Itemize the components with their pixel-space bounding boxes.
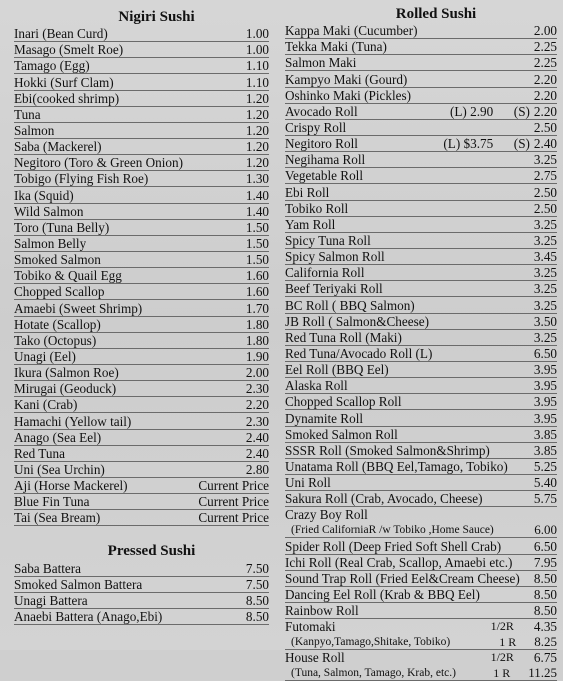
menu-item-row — [285, 297, 557, 313]
item-price: 3.95 — [533, 394, 557, 410]
half-roll-label: 1/2R — [490, 650, 514, 665]
menu-item-row — [285, 410, 557, 426]
menu-item-row — [285, 475, 557, 491]
item-price: 2.00 — [245, 365, 269, 381]
item-name: Vegetable Roll — [285, 168, 364, 184]
item-price: 1.20 — [245, 106, 269, 122]
menu-item-row — [14, 123, 269, 139]
item-price: 1.30 — [245, 171, 269, 187]
pressed-list — [14, 560, 269, 625]
menu-item-row — [285, 459, 557, 475]
negitoro-roll-row — [285, 136, 557, 152]
menu-item-row — [14, 333, 269, 349]
item-name: Salmon Belly — [14, 235, 87, 251]
menu-item-row — [14, 609, 269, 625]
item-name: Wild Salmon — [14, 203, 84, 219]
item-name: Tai (Sea Bream) — [14, 510, 101, 526]
item-name: Eel Roll (BBQ Eel) — [285, 362, 389, 378]
item-name: Unagi (Eel) — [14, 348, 76, 364]
item-price: 3.45 — [533, 249, 557, 265]
menu-item-row — [14, 252, 269, 268]
item-price: 1.40 — [245, 203, 269, 219]
item-name: Sound Trap Roll (Fried Eel&Cream Cheese) — [285, 570, 520, 586]
item-price: 1.10 — [245, 74, 269, 90]
right-column — [285, 5, 557, 681]
item-price: 7.95 — [533, 554, 557, 570]
menu-item-row — [14, 187, 269, 203]
item-price: 7.50 — [245, 560, 269, 576]
menu-item-row — [14, 284, 269, 300]
item-name: Smoked Salmon Roll — [285, 426, 398, 442]
item-name: Tobiko & Quail Egg — [14, 268, 122, 284]
crazy-boy-roll-row — [285, 507, 557, 522]
item-price: 6.50 — [533, 538, 557, 554]
item-price: 3.85 — [533, 426, 557, 442]
large-price: (L) $3.75 — [443, 136, 494, 152]
item-name: Kappa Maki (Cucumber) — [285, 23, 418, 39]
item-name: Ebi Roll — [285, 184, 330, 200]
item-name: Saba (Mackerel) — [14, 139, 102, 155]
item-name: Uni (Sea Urchin) — [14, 461, 105, 477]
item-name: Saba Battera — [14, 560, 82, 576]
menu-item-row — [14, 58, 269, 74]
item-name: House Roll — [285, 650, 345, 666]
item-price: 3.25 — [533, 265, 557, 281]
menu-item-row — [285, 168, 557, 184]
item-name: Kampyo Maki (Gourd) — [285, 71, 408, 87]
menu-item-row — [14, 478, 269, 494]
item-name: Red Tuna Roll (Maki) — [285, 329, 402, 345]
menu-item-row — [285, 23, 557, 39]
item-name: Ikura (Salmon Roe) — [14, 365, 119, 381]
rolled-list-a — [285, 23, 557, 104]
menu-item-row — [285, 39, 557, 55]
item-name: BC Roll ( BBQ Salmon) — [285, 297, 415, 313]
menu-item-row — [14, 349, 269, 365]
item-price: 3.25 — [533, 216, 557, 232]
menu-item-row — [285, 603, 557, 619]
menu-item-row — [14, 300, 269, 316]
item-price: 1.40 — [245, 187, 269, 203]
menu-item-row — [285, 538, 557, 554]
menu-item-row — [14, 494, 269, 510]
item-name: Toro (Tuna Belly) — [14, 219, 110, 235]
item-price: 5.75 — [533, 491, 557, 507]
item-name: Anaebi Battera (Anago,Ebi) — [14, 608, 163, 624]
item-price: 2.20 — [533, 87, 557, 103]
item-price: 2.20 — [533, 103, 557, 119]
menu-item-row — [285, 249, 557, 265]
item-name: Amaebi (Sweet Shrimp) — [14, 300, 143, 316]
small-label: (S) — [513, 103, 530, 119]
rolled-list-c — [285, 538, 557, 619]
menu-item-row — [14, 139, 269, 155]
item-price: 2.80 — [245, 461, 269, 477]
item-price: 2.40 — [533, 136, 557, 152]
item-price: 3.25 — [533, 297, 557, 313]
item-price: 7.50 — [245, 576, 269, 592]
item-name: Kani (Crab) — [14, 397, 78, 413]
item-name: Crispy Roll — [285, 119, 347, 135]
item-desc: (Fried CaliforniaR /w Tobiko ,Home Sauce) — [291, 524, 494, 537]
nigiri-title: Nigiri Sushi — [118, 9, 195, 25]
item-name: Futomaki — [285, 619, 336, 635]
item-name: Dynamite Roll — [285, 410, 364, 426]
futomaki-desc-row — [285, 634, 557, 650]
item-price: 2.25 — [533, 55, 557, 71]
item-name: Masago (Smelt Roe) — [14, 42, 124, 58]
item-name: Sakura Roll (Crab, Avocado, Cheese) — [285, 491, 483, 507]
menu-item-row — [14, 204, 269, 220]
menu-item-row — [285, 394, 557, 410]
item-name: Tamago (Egg) — [14, 58, 90, 74]
item-price: Current Price — [198, 510, 269, 526]
item-name: Aji (Horse Mackerel) — [14, 478, 128, 494]
menu-item-row — [14, 593, 269, 609]
menu-item-row — [14, 155, 269, 171]
item-name: Smoked Salmon — [14, 252, 101, 268]
menu-item-row — [285, 571, 557, 587]
item-name: Yam Roll — [285, 216, 336, 232]
item-price: 8.50 — [245, 592, 269, 608]
item-name: Hotate (Scallop) — [14, 316, 101, 332]
item-price: 8.50 — [245, 608, 269, 624]
item-price: 1.00 — [245, 42, 269, 58]
menu-item-row — [14, 171, 269, 187]
menu-item-row — [285, 443, 557, 459]
item-price: 3.95 — [533, 378, 557, 394]
menu-item-row — [285, 55, 557, 71]
item-price: 1.20 — [245, 155, 269, 171]
item-name: Hokki (Surf Clam) — [14, 74, 114, 90]
item-price: 1.50 — [245, 219, 269, 235]
futomaki-row — [285, 619, 557, 634]
half-roll-label: 1/2R — [490, 619, 514, 634]
menu-item-row — [14, 397, 269, 413]
item-price: 2.50 — [533, 119, 557, 135]
menu-item-row — [285, 233, 557, 249]
item-price: 2.40 — [245, 445, 269, 461]
item-price: 5.40 — [533, 475, 557, 491]
pressed-title: Pressed Sushi — [107, 543, 196, 560]
menu-item-row — [285, 555, 557, 571]
menu-item-row — [14, 26, 269, 42]
item-price: 6.00 — [534, 522, 557, 538]
item-price: 2.25 — [533, 39, 557, 55]
item-price: 3.25 — [533, 281, 557, 297]
item-price: 1.60 — [245, 268, 269, 284]
item-price: 1.80 — [245, 316, 269, 332]
menu-item-row — [285, 71, 557, 87]
rolled-list-b — [285, 152, 557, 507]
item-name: Negitoro Roll — [285, 136, 358, 152]
item-price: 1.70 — [245, 300, 269, 316]
item-name: Chopped Scallop — [14, 284, 105, 300]
item-name: Hamachi (Yellow tail) — [14, 413, 132, 429]
item-price: 8.50 — [533, 570, 557, 586]
item-name: Dancing Eel Roll (Krab & BBQ Eel) — [285, 586, 480, 602]
menu-item-row — [14, 560, 269, 576]
menu-item-row — [285, 491, 557, 507]
menu-item-row — [285, 152, 557, 168]
house-roll-desc-row — [285, 665, 557, 681]
item-name: Mirugai (Geoduck) — [14, 381, 117, 397]
nigiri-list — [14, 26, 269, 526]
item-name: Oshinko Maki (Pickles) — [285, 87, 412, 103]
full-roll-price: 8.25 — [534, 634, 557, 650]
item-price: 2.50 — [533, 184, 557, 200]
item-name: Crazy Boy Roll — [285, 507, 368, 523]
item-name: Alaska Roll — [285, 378, 348, 394]
menu-item-row — [285, 330, 557, 346]
item-name: Spicy Salmon Roll — [285, 249, 385, 265]
menu-item-row — [285, 281, 557, 297]
menu-item-row — [14, 74, 269, 90]
item-price: 1.00 — [245, 26, 269, 42]
item-name: Ebi(cooked shrimp) — [14, 90, 120, 106]
half-roll-price: 6.75 — [533, 650, 557, 666]
item-price: 1.20 — [245, 139, 269, 155]
item-price: 1.50 — [245, 235, 269, 251]
menu-item-row — [285, 88, 557, 104]
item-price: Current Price — [198, 494, 269, 510]
item-name: Unagi Battera — [14, 592, 88, 608]
menu-item-row — [285, 346, 557, 362]
item-price: 1.20 — [245, 90, 269, 106]
menu-item-row — [14, 413, 269, 429]
full-roll-label: 1 R — [499, 635, 517, 650]
menu-item-row — [14, 510, 269, 526]
item-name: Tuna — [14, 106, 41, 122]
item-price: 2.50 — [533, 200, 557, 216]
menu-item-row — [14, 220, 269, 236]
avocado-roll-row — [285, 104, 557, 120]
item-price: 5.25 — [533, 458, 557, 474]
item-name: Salmon — [14, 122, 55, 138]
menu-item-row — [14, 317, 269, 333]
item-name: Tako (Octopus) — [14, 332, 97, 348]
menu-item-row — [14, 91, 269, 107]
crazy-boy-desc-row — [285, 522, 557, 538]
item-name: Ika (Squid) — [14, 187, 74, 203]
item-price: 3.95 — [533, 362, 557, 378]
menu-item-row — [14, 446, 269, 462]
item-price: 1.50 — [245, 252, 269, 268]
item-name: Spicy Tuna Roll — [285, 232, 371, 248]
menu-item-row — [285, 201, 557, 217]
menu-item-row — [14, 381, 269, 397]
item-desc: (Tuna, Salmon, Tamago, Krab, etc.) — [291, 667, 456, 680]
small-label: (S) — [513, 136, 530, 152]
item-name: Anago (Sea Eel) — [14, 429, 102, 445]
menu-item-row — [14, 365, 269, 381]
menu-item-row — [285, 427, 557, 443]
menu-item-row — [14, 462, 269, 478]
item-price: 3.25 — [533, 329, 557, 345]
item-name: Beef Teriyaki Roll — [285, 281, 383, 297]
item-name: Rainbow Roll — [285, 603, 359, 619]
item-price: 1.60 — [245, 284, 269, 300]
item-price: 2.30 — [245, 381, 269, 397]
item-name: Negihama Roll — [285, 152, 366, 168]
menu-item-row — [285, 362, 557, 378]
item-price: 1.80 — [245, 332, 269, 348]
item-name: Tobigo (Flying Fish Roe) — [14, 171, 149, 187]
item-name: Chopped Scallop Roll — [285, 394, 402, 410]
menu-item-row — [14, 430, 269, 446]
item-name: Red Tuna/Avocado Roll (L) — [285, 345, 433, 361]
item-price: 2.75 — [533, 168, 557, 184]
menu-item-row — [285, 378, 557, 394]
item-name: Unatama Roll (BBQ Eel,Tamago, Tobiko) — [285, 458, 508, 474]
menu-item-row — [285, 314, 557, 330]
menu-item-row — [285, 217, 557, 233]
menu-item-row — [285, 265, 557, 281]
item-price: 2.20 — [533, 71, 557, 87]
menu-item-row — [14, 268, 269, 284]
menu-item-row — [14, 42, 269, 58]
item-name: Blue Fin Tuna — [14, 494, 90, 510]
item-price: Current Price — [198, 478, 269, 494]
item-name: Ichi Roll (Real Crab, Scallop, Amaebi etc.) — [285, 554, 513, 570]
item-name: California Roll — [285, 265, 365, 281]
item-price: 3.95 — [533, 410, 557, 426]
item-name: Negitoro (Toro & Green Onion) — [14, 155, 184, 171]
left-column — [14, 8, 269, 625]
item-name: Uni Roll — [285, 475, 331, 491]
item-price: 3.50 — [533, 313, 557, 329]
rolled-title: Rolled Sushi — [395, 6, 477, 22]
item-price: 8.50 — [533, 586, 557, 602]
item-name: SSSR Roll (Smoked Salmon&Shrimp) — [285, 442, 490, 458]
item-name: Tekka Maki (Tuna) — [285, 39, 387, 55]
item-price: 1.90 — [245, 348, 269, 364]
crispy-roll-row — [285, 120, 557, 136]
item-name: Avocado Roll — [285, 103, 358, 119]
item-price: 2.00 — [533, 23, 557, 39]
menu-item-row — [285, 184, 557, 200]
large-price: (L) 2.90 — [449, 103, 494, 119]
menu-item-row — [14, 236, 269, 252]
full-roll-label: 1 R — [493, 666, 511, 681]
menu-item-row — [285, 587, 557, 603]
item-name: Tobiko Roll — [285, 200, 349, 216]
item-price: 2.20 — [245, 397, 269, 413]
half-roll-price: 4.35 — [533, 619, 557, 635]
item-desc: (Kanpyo,Tamago,Shitake, Tobiko) — [291, 636, 451, 649]
item-name: Inari (Bean Curd) — [14, 26, 108, 42]
item-price: 2.40 — [245, 429, 269, 445]
item-name: Spider Roll (Deep Fried Soft Shell Crab) — [285, 538, 502, 554]
item-price: 1.20 — [245, 122, 269, 138]
item-price: 3.25 — [533, 152, 557, 168]
item-price: 2.30 — [245, 413, 269, 429]
item-price: 8.50 — [533, 603, 557, 619]
menu-item-row — [14, 577, 269, 593]
item-price: 6.50 — [533, 345, 557, 361]
item-name: JB Roll ( Salmon&Cheese) — [285, 313, 429, 329]
item-name: Smoked Salmon Battera — [14, 576, 143, 592]
item-price: 3.85 — [533, 442, 557, 458]
item-price: 3.25 — [533, 232, 557, 248]
item-name: Salmon Maki — [285, 55, 357, 71]
item-price: 1.10 — [245, 58, 269, 74]
item-name: Red Tuna — [14, 445, 65, 461]
full-roll-price: 11.25 — [528, 665, 557, 681]
menu-item-row — [14, 107, 269, 123]
house-roll-row — [285, 650, 557, 665]
